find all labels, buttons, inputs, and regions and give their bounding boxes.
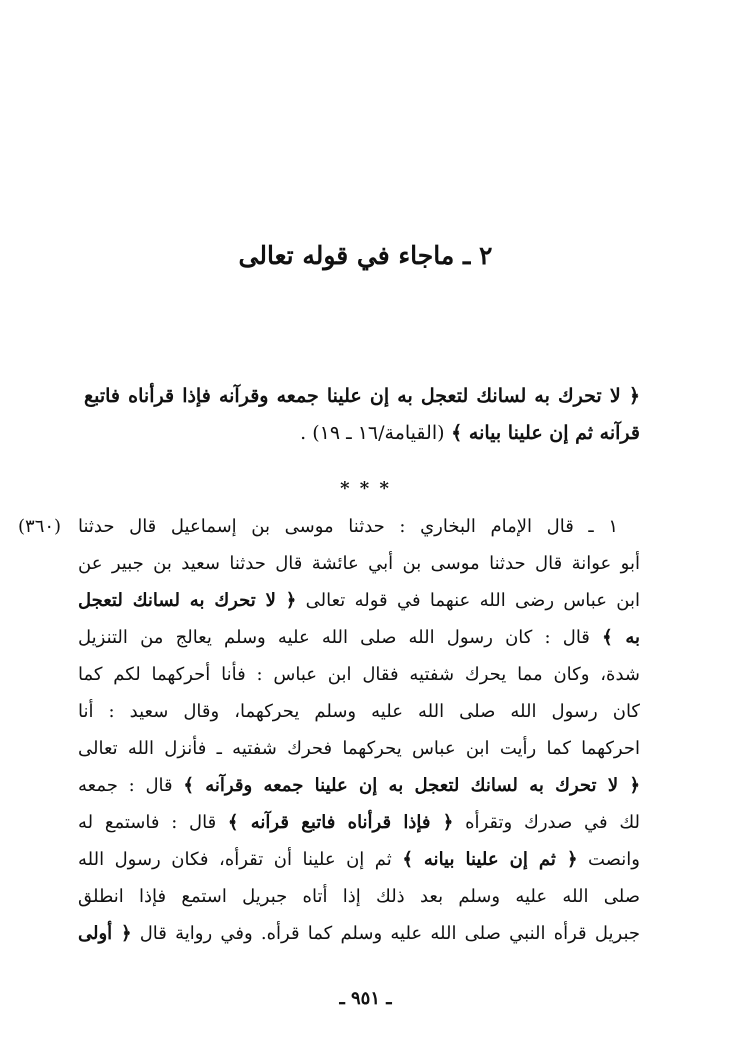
quran-quote: ﴿ لا تحرك به لسانك لتعجل bbox=[78, 590, 297, 611]
chapter-title: ٢ ـ ماجاء في قوله تعالى bbox=[238, 241, 493, 270]
hadith-text: قال : فاستمع له bbox=[78, 812, 228, 833]
page-number: ـ ٩٥١ ـ bbox=[339, 988, 392, 1009]
hadith-text: وانصت bbox=[577, 849, 640, 870]
quran-quote: ﴿ ثم إن علينا بيانه ﴾ bbox=[402, 849, 578, 870]
quran-quote: ﴿ فإذا قرأناه فاتبع قرآنه ﴾ bbox=[227, 812, 454, 833]
hadith-text: لك في صدرك وتقرأه bbox=[453, 812, 640, 833]
hadith-line bbox=[78, 845, 640, 882]
quran-quote: ﴿ أولى bbox=[78, 923, 132, 944]
hadith-line bbox=[78, 697, 640, 734]
hadith-text: ثم إن علينا أن تقرأه، فكان رسول الله bbox=[78, 849, 403, 870]
hadith-number: (٣٦٠) bbox=[18, 516, 62, 537]
hadith-text: كان رسول الله صلى الله عليه وسلم يحركهما، وقال سعيد : أنا bbox=[78, 701, 640, 722]
hadith-line bbox=[78, 919, 640, 956]
hadith-text: قال : كان رسول الله صلى الله عليه وسلم يعالج من التنزيل bbox=[78, 627, 603, 648]
hadith-text: صلى الله عليه وسلم بعد ذلك إذا أتاه جبريل استمع فإذا انطلق bbox=[78, 886, 640, 907]
quran-quote: به ﴾ bbox=[602, 627, 640, 648]
hadith-line bbox=[78, 734, 640, 771]
hadith-line bbox=[78, 549, 640, 586]
hadith-text: شدة، وكان مما يحرك شفتيه فقال ابن عباس : فأنا أحركهما لكم كما bbox=[78, 664, 640, 685]
hadith-text: ابن عباس رضى الله عنهما في قوله تعالى bbox=[296, 590, 640, 611]
verse-reference: (القيامة/١٦ ـ ١٩) . bbox=[300, 422, 445, 444]
hadith-line bbox=[78, 882, 640, 919]
hadith-line bbox=[78, 660, 640, 697]
hadith-body bbox=[78, 512, 640, 956]
hadith-text: احركهما كما رأيت ابن عباس يحركهما فحرك شفتيه ـ فأنزل الله تعالى bbox=[78, 738, 640, 759]
hadith-text: أبو عوانة قال حدثنا موسى بن أبي عائشة قال حدثنا سعيد بن جبير عن bbox=[78, 553, 640, 574]
verse-text: ﴿ لا تحرك به لسانك لتعجل به إن علينا جمعه وقرآنه فإذا قرأناه فاتبع قرآنه ثم إن علينا بيانه ﴾ bbox=[84, 385, 640, 444]
quran-quote: ﴿ لا تحرك به لسانك لتعجل به إن علينا جمعه وقرآنه ﴾ bbox=[183, 775, 640, 796]
hadith-line bbox=[78, 623, 640, 660]
hadith-text: قال : جمعه bbox=[78, 775, 184, 796]
section-separator: * * * bbox=[340, 478, 391, 499]
hadith-line bbox=[78, 586, 640, 623]
quran-verse bbox=[84, 378, 640, 452]
hadith-text: جبريل قرأه النبي صلى الله عليه وسلم كما قرأه. وفي رواية قال bbox=[131, 923, 640, 944]
hadith-line bbox=[78, 808, 640, 845]
hadith-line bbox=[78, 512, 640, 549]
hadith-line bbox=[78, 771, 640, 808]
hadith-text: ١ ـ قال الإمام البخاري : حدثنا موسى بن إسماعيل قال حدثنا bbox=[78, 516, 618, 537]
